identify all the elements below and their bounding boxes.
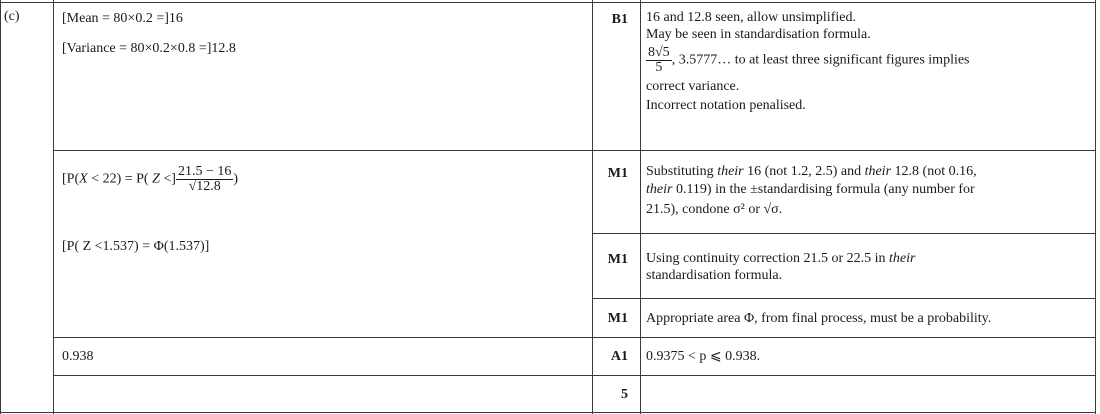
guidance-text: , 3.5777… to at least three significant figures implies — [671, 52, 970, 68]
final-answer: 0.938 — [62, 349, 94, 364]
guidance-row3 — [646, 250, 915, 284]
question-label: (c) — [4, 9, 20, 24]
fraction-denominator: √12.8 — [188, 179, 221, 194]
working-phi: [P( Z <1.537) = Φ(1.537)] — [62, 239, 210, 254]
fraction — [646, 46, 672, 75]
divider-question — [53, 0, 54, 414]
working-variance: [Variance = 80×0.2×0.8 =]12.8 — [62, 41, 236, 56]
working-variable: Z — [152, 171, 160, 187]
row-divider-2 — [592, 233, 1096, 234]
guidance-line: Using continuity correction 21.5 or 22.5 in their — [646, 251, 916, 266]
guidance-line: 21.5), condone σ² or √σ. — [646, 202, 783, 217]
standardisation-fraction — [176, 165, 233, 194]
working-text: <] — [159, 171, 176, 187]
working-text: < 22) = P( — [87, 171, 153, 187]
border-top — [0, 2, 1096, 3]
guidance-line: standardisation formula. — [646, 268, 783, 283]
guidance-line: 16 and 12.8 seen, allow unsimplified. — [646, 10, 856, 25]
row-divider-4 — [53, 337, 1096, 338]
divider-mark — [640, 0, 641, 414]
guidance-line: May be seen in standardisation formula. — [646, 27, 871, 42]
fraction-numerator: 21.5 − 16 — [177, 164, 232, 179]
guidance-line: Incorrect notation penalised. — [646, 98, 806, 113]
working-text: [P( — [62, 171, 80, 187]
working-variable: X — [79, 171, 88, 187]
working-mean: [Mean = 80×0.2 =]16 — [62, 11, 183, 26]
border-right — [1095, 0, 1096, 414]
mark-b1: B1 — [611, 12, 628, 27]
mark-m1-third: M1 — [607, 311, 628, 326]
guidance-line: their 0.119) in the ±standardising formula (any number for — [646, 182, 975, 197]
fraction-denominator: 5 — [655, 60, 663, 75]
fraction-numerator: 8√5 — [648, 45, 670, 60]
mark-a1: A1 — [610, 349, 628, 364]
guidance-line: Substituting their 16 (not 1.2, 2.5) and their 12.8 (not 0.16, — [646, 164, 977, 179]
guidance-fraction-line — [646, 46, 970, 75]
guidance-row5: 0.9375 < p ⩽ 0.938. — [646, 349, 761, 364]
guidance-row2 — [646, 163, 977, 218]
working-probability — [62, 165, 238, 194]
guidance-row1 — [646, 9, 970, 114]
total-marks: 5 — [621, 387, 628, 402]
mark-m1-second: M1 — [607, 252, 628, 267]
guidance-line: correct variance. — [646, 79, 740, 94]
border-left — [0, 0, 1, 414]
row-divider-1 — [53, 150, 1096, 151]
row-divider-5 — [53, 375, 1096, 376]
row-divider-3 — [592, 298, 1096, 299]
border-bottom — [0, 412, 1096, 413]
guidance-row4: Appropriate area Φ, from final process, must be a probability. — [646, 311, 992, 326]
working-text: ) — [233, 171, 239, 187]
mark-m1-first: M1 — [607, 166, 628, 181]
